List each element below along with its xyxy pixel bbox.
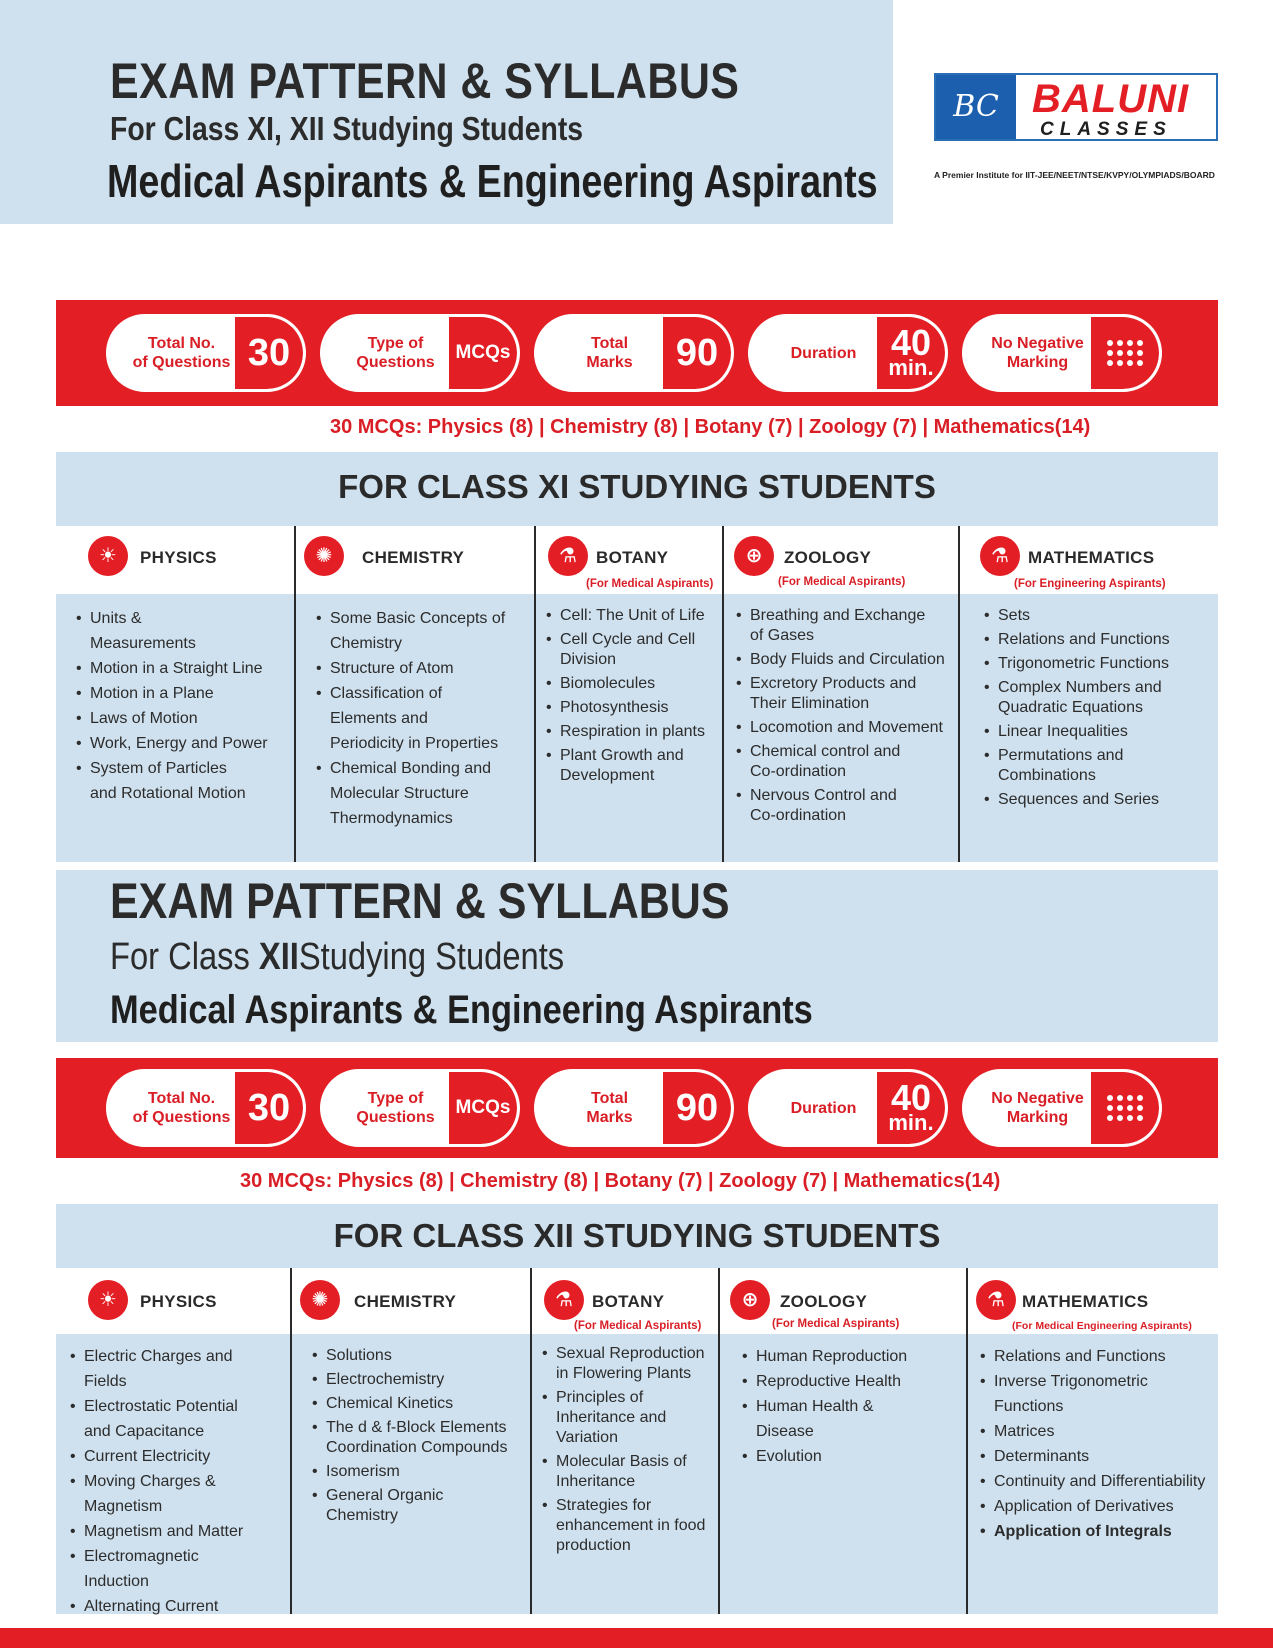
logo-tagline: A Premier Institute for IIT-JEE/NEET/NTSE/KVPY/OLYMPIADS/BOARD (934, 170, 1215, 180)
topic-item: • Sequences and Series (984, 790, 1170, 810)
topic-item: • Continuity and Differentiability (980, 1469, 1218, 1494)
footer-strip (0, 1628, 1273, 1648)
topic-item: • Nervous Control and Co-ordination (736, 786, 945, 826)
xii-botany-column (532, 1268, 718, 1614)
math-operators-icon: ⊕ (734, 536, 774, 576)
topic-item: • Laws of Motion (76, 706, 268, 731)
subject-title: MATHEMATICS (1028, 548, 1155, 567)
topic-list (736, 606, 945, 830)
topic-item: • Alternating Current (70, 1594, 243, 1619)
topic-item: • Electrostatic Potential and Capacitance (70, 1394, 243, 1444)
subject-title: BOTANY (596, 548, 669, 567)
xi-zoology-column (724, 526, 958, 862)
subject-title: PHYSICS (140, 548, 217, 567)
topic-item: • Sets (984, 606, 1170, 626)
topic-item: • Motion in a Straight Line (76, 656, 268, 681)
topic-list (980, 1344, 1218, 1544)
pill-label: Total No. of Questions (132, 335, 231, 371)
microscope-icon: ⚗ (976, 1280, 1016, 1320)
grid-dots-icon (1091, 317, 1159, 389)
topic-item: • Human Health & Disease (742, 1394, 907, 1444)
subject-title: PHYSICS (140, 1292, 217, 1311)
topic-item: • Biomolecules (546, 674, 705, 694)
topic-item: • Magnetism and Matter (70, 1519, 243, 1544)
pill-value: 90 (663, 317, 731, 389)
pill-label: No Negative Marking (991, 1090, 1084, 1126)
pill-label: Duration (790, 344, 857, 362)
pill-negative-marking (962, 1069, 1162, 1147)
mcq-distribution: 30 MCQs: Physics (8) | Chemistry (8) | Botany (7) | Zoology (7) | Mathematics(14) (240, 1170, 1001, 1192)
pill-value: 30 (235, 317, 303, 389)
topic-item: • Some Basic Concepts of Chemistry (316, 606, 505, 656)
pattern-bar-xii (56, 1058, 1218, 1158)
topic-item: • Permutations and Combinations (984, 746, 1170, 786)
subject-title: MATHEMATICS (1022, 1292, 1149, 1311)
topic-item: • Current Electricity (70, 1444, 243, 1469)
topic-item: • Application of Integrals (980, 1519, 1218, 1544)
pill-label: Duration (790, 1099, 857, 1117)
topic-item: • Relations and Functions (980, 1344, 1218, 1369)
xi-botany-column (536, 526, 722, 862)
pill-value (877, 317, 945, 389)
pill-value (877, 1072, 945, 1144)
subject-title: BOTANY (592, 1292, 665, 1311)
topic-item: • Application of Derivatives (980, 1494, 1218, 1519)
topic-item: • Work, Energy and Power (76, 731, 268, 756)
topic-item: • Trigonometric Functions (984, 654, 1170, 674)
topic-item: • Sexual Reproduction in Flowering Plants (542, 1344, 705, 1384)
topic-item: • Moving Charges & Magnetism (70, 1469, 243, 1519)
topic-item: • Respiration in plants (546, 722, 705, 742)
class-xii-band: FOR CLASS XII STUDYING STUDENTS (56, 1204, 1218, 1268)
topic-item: • Cell Cycle and Cell Division (546, 630, 705, 670)
baluni-logo (934, 73, 1218, 141)
xii-maths-column (968, 1268, 1218, 1614)
page-subtitle: For Class XI, XII Studying Students (110, 110, 584, 147)
xi-physics-column (56, 526, 294, 862)
section2-title: EXAM PATTERN & SYLLABUS (110, 873, 730, 929)
xi-chemistry-column (296, 526, 534, 862)
logo-classes: CLASSES (1040, 119, 1172, 140)
topic-item: • Strategies for enhancement in food production (542, 1496, 705, 1556)
pill-label: No Negative Marking (991, 335, 1084, 371)
pill-total-questions (106, 1069, 306, 1147)
duration-number: 40 (890, 1077, 932, 1118)
page-title: EXAM PATTERN & SYLLABUS (110, 53, 740, 109)
topic-item: • Inverse Trigonometric Functions (980, 1369, 1218, 1419)
pill-label: Total No. of Questions (132, 1090, 231, 1126)
molecule-icon: ✺ (304, 536, 344, 576)
subject-note: (For Medical Aspirants) (778, 576, 906, 588)
class-xi-band: FOR CLASS XI STUDYING STUDENTS (56, 452, 1218, 526)
pill-question-type (320, 1069, 520, 1147)
topic-list (546, 606, 705, 790)
subject-note: (For Medical Aspirants) (772, 1318, 900, 1330)
pill-value: MCQs (449, 1072, 517, 1144)
duration-unit: min. (888, 1110, 934, 1135)
subject-note: (For Medical Aspirants) (574, 1320, 702, 1332)
subject-note: (For Engineering Aspirants) (1014, 578, 1166, 590)
pill-negative-marking (962, 314, 1162, 392)
pill-total-marks (534, 314, 734, 392)
pill-duration (748, 314, 948, 392)
microscope-icon: ⚗ (980, 536, 1020, 576)
pill-duration (748, 1069, 948, 1147)
bulb-icon: ☀ (88, 1280, 128, 1320)
topic-item: • Excretory Products and Their Elimination (736, 674, 945, 714)
topic-item: • Reproductive Health (742, 1369, 907, 1394)
subject-title: ZOOLOGY (780, 1292, 868, 1311)
topic-list (542, 1344, 705, 1560)
topic-list (312, 1346, 507, 1530)
molecule-icon: ✺ (300, 1280, 340, 1320)
pill-value: 30 (235, 1072, 303, 1144)
topic-item: • Locomotion and Movement (736, 718, 945, 738)
topic-list (742, 1344, 907, 1469)
topic-item: • Body Fluids and Circulation (736, 650, 945, 670)
topic-item: • The d & f-Block Elements Coordination Compounds (312, 1418, 507, 1458)
topic-item: • Linear Inequalities (984, 722, 1170, 742)
subject-title: ZOOLOGY (784, 548, 872, 567)
topic-item: • Cell: The Unit of Life (546, 606, 705, 626)
topic-item: • Classification of Elements and Periodicity in Properties (316, 681, 505, 756)
pill-label: Type of Questions (356, 335, 435, 371)
pill-label: Total Marks (586, 1090, 633, 1126)
pill-total-questions (106, 314, 306, 392)
logo-name: BALUNI (1032, 77, 1190, 121)
topic-item: • Electric Charges and Fields (70, 1344, 243, 1394)
topic-item: • Matrices (980, 1419, 1218, 1444)
page-subtitle-aspirants: Medical Aspirants & Engineering Aspirants (107, 155, 878, 207)
subtitle-prefix: For Class (110, 936, 259, 978)
pill-value: MCQs (449, 317, 517, 389)
pill-value: 90 (663, 1072, 731, 1144)
topic-list (984, 606, 1170, 814)
topic-item: • Electromagnetic Induction (70, 1544, 243, 1594)
topic-item: • Solutions (312, 1346, 507, 1366)
topic-item: • Principles of Inheritance and Variation (542, 1388, 705, 1448)
topic-item: • Determinants (980, 1444, 1218, 1469)
topic-item: • Motion in a Plane (76, 681, 268, 706)
pattern-bar-xi (56, 300, 1218, 406)
logo-mark-icon: BC (936, 75, 1016, 139)
subject-title: CHEMISTRY (354, 1292, 457, 1311)
topic-item: • System of Particles and Rotational Motion (76, 756, 268, 806)
section2-aspirants: Medical Aspirants & Engineering Aspirants (110, 988, 813, 1032)
topic-item: • General Organic Chemistry (312, 1486, 507, 1526)
xii-zoology-column (720, 1268, 966, 1614)
subject-note: (For Medical Engineering Aspirants) (1012, 1320, 1192, 1332)
topic-item: • Units & Measurements (76, 606, 268, 656)
section2-subtitle (110, 936, 564, 979)
subject-note: (For Medical Aspirants) (586, 578, 714, 590)
microscope-icon: ⚗ (544, 1280, 584, 1320)
duration-number: 40 (890, 322, 932, 363)
duration-unit: min. (888, 355, 934, 380)
bulb-icon: ☀ (88, 536, 128, 576)
grid-dots-icon (1091, 1072, 1159, 1144)
topic-item: • Breathing and Exchange of Gases (736, 606, 945, 646)
mcq-distribution: 30 MCQs: Physics (8) | Chemistry (8) | Botany (7) | Zoology (7) | Mathematics(14) (330, 416, 1091, 438)
topic-list (70, 1344, 243, 1619)
topic-list (316, 606, 505, 831)
xii-chemistry-column (292, 1268, 530, 1614)
topic-item: • Human Reproduction (742, 1344, 907, 1369)
microscope-icon: ⚗ (548, 536, 588, 576)
pill-total-marks (534, 1069, 734, 1147)
topic-item: • Chemical Bonding and Molecular Structure Thermodynamics (316, 756, 505, 831)
topic-item: • Photosynthesis (546, 698, 705, 718)
topic-item: • Complex Numbers and Quadratic Equations (984, 678, 1170, 718)
subtitle-class: XII (258, 936, 299, 978)
xi-maths-column (960, 526, 1218, 862)
subject-title: CHEMISTRY (362, 548, 465, 567)
topic-item: • Isomerism (312, 1462, 507, 1482)
topic-item: • Electrochemistry (312, 1370, 507, 1390)
topic-item: • Evolution (742, 1444, 907, 1469)
topic-item: • Relations and Functions (984, 630, 1170, 650)
pill-label: Type of Questions (356, 1090, 435, 1126)
topic-list (76, 606, 268, 806)
topic-item: • Chemical Kinetics (312, 1394, 507, 1414)
subtitle-suffix: Studying Students (298, 936, 565, 978)
pill-question-type (320, 314, 520, 392)
topic-item: • Molecular Basis of Inheritance (542, 1452, 705, 1492)
topic-item: • Structure of Atom (316, 656, 505, 681)
topic-item: • Plant Growth and Development (546, 746, 705, 786)
xii-physics-column (56, 1268, 290, 1614)
math-operators-icon: ⊕ (730, 1280, 770, 1320)
pill-label: Total Marks (586, 335, 633, 371)
topic-item: • Chemical control and Co-ordination (736, 742, 945, 782)
